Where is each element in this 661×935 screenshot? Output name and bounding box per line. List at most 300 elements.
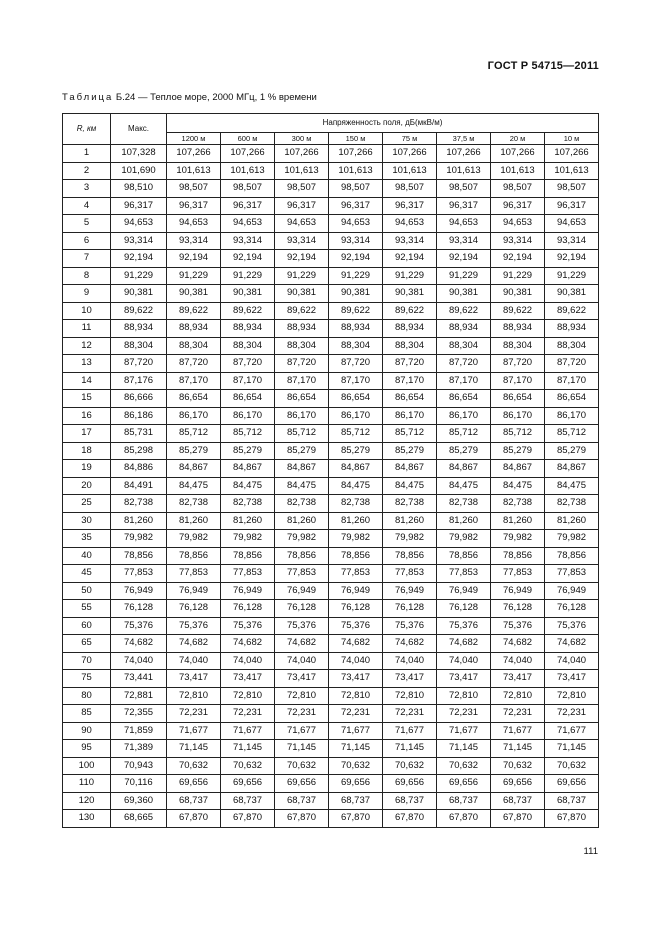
- value-cell: 85,279: [275, 442, 329, 460]
- max-value-cell: 84,886: [111, 460, 167, 478]
- value-cell: 73,417: [275, 670, 329, 688]
- table-row: [63, 740, 599, 758]
- value-cell: 75,376: [275, 617, 329, 635]
- max-value-cell: 96,317: [111, 197, 167, 215]
- header-distance: R, км: [63, 114, 111, 145]
- value-cell: 67,870: [383, 810, 437, 828]
- value-cell: 81,260: [167, 512, 221, 530]
- value-cell: 72,231: [491, 705, 545, 723]
- value-cell: 98,507: [545, 180, 599, 198]
- header-field-strength-group: Напряженность поля, дБ(мкВ/м): [167, 114, 599, 133]
- header-height: 10 м: [545, 133, 599, 145]
- value-cell: 84,475: [167, 477, 221, 495]
- value-cell: 92,194: [329, 250, 383, 268]
- value-cell: 74,040: [167, 652, 221, 670]
- value-cell: 70,632: [383, 757, 437, 775]
- table-row: [63, 477, 599, 495]
- table-row: [63, 565, 599, 583]
- value-cell: 71,677: [491, 722, 545, 740]
- value-cell: 71,145: [275, 740, 329, 758]
- value-cell: 94,653: [167, 215, 221, 233]
- value-cell: 107,266: [275, 145, 329, 163]
- value-cell: 84,867: [491, 460, 545, 478]
- value-cell: 68,737: [221, 792, 275, 810]
- value-cell: 73,417: [329, 670, 383, 688]
- value-cell: 93,314: [437, 232, 491, 250]
- distance-cell: 25: [63, 495, 111, 513]
- value-cell: 86,654: [329, 390, 383, 408]
- value-cell: 72,810: [383, 687, 437, 705]
- distance-cell: 50: [63, 582, 111, 600]
- value-cell: 88,934: [491, 320, 545, 338]
- value-cell: 87,720: [545, 355, 599, 373]
- value-cell: 77,853: [275, 565, 329, 583]
- value-cell: 92,194: [221, 250, 275, 268]
- value-cell: 86,654: [545, 390, 599, 408]
- distance-cell: 95: [63, 740, 111, 758]
- value-cell: 90,381: [329, 285, 383, 303]
- value-cell: 101,613: [545, 162, 599, 180]
- table-row: [63, 547, 599, 565]
- value-cell: 88,304: [329, 337, 383, 355]
- value-cell: 87,170: [167, 372, 221, 390]
- table-row: [63, 722, 599, 740]
- value-cell: 69,656: [437, 775, 491, 793]
- value-cell: 69,656: [491, 775, 545, 793]
- value-cell: 88,304: [167, 337, 221, 355]
- table-row: [63, 687, 599, 705]
- value-cell: 107,266: [221, 145, 275, 163]
- table-row: [63, 355, 599, 373]
- value-cell: 84,867: [545, 460, 599, 478]
- distance-cell: 4: [63, 197, 111, 215]
- distance-cell: 14: [63, 372, 111, 390]
- value-cell: 98,507: [383, 180, 437, 198]
- distance-cell: 10: [63, 302, 111, 320]
- distance-cell: 45: [63, 565, 111, 583]
- value-cell: 94,653: [437, 215, 491, 233]
- value-cell: 82,738: [545, 495, 599, 513]
- value-cell: 88,934: [275, 320, 329, 338]
- value-cell: 78,856: [221, 547, 275, 565]
- value-cell: 71,677: [383, 722, 437, 740]
- value-cell: 89,622: [221, 302, 275, 320]
- value-cell: 71,145: [383, 740, 437, 758]
- value-cell: 87,720: [491, 355, 545, 373]
- value-cell: 92,194: [275, 250, 329, 268]
- value-cell: 69,656: [545, 775, 599, 793]
- header-height: 300 м: [275, 133, 329, 145]
- max-value-cell: 107,328: [111, 145, 167, 163]
- value-cell: 86,170: [329, 407, 383, 425]
- value-cell: 71,677: [437, 722, 491, 740]
- value-cell: 76,128: [329, 600, 383, 618]
- value-cell: 76,949: [491, 582, 545, 600]
- value-cell: 107,266: [167, 145, 221, 163]
- value-cell: 71,145: [221, 740, 275, 758]
- value-cell: 87,170: [437, 372, 491, 390]
- value-cell: 79,982: [437, 530, 491, 548]
- value-cell: 76,949: [221, 582, 275, 600]
- distance-cell: 120: [63, 792, 111, 810]
- max-value-cell: 75,376: [111, 617, 167, 635]
- value-cell: 82,738: [437, 495, 491, 513]
- distance-cell: 30: [63, 512, 111, 530]
- value-cell: 81,260: [383, 512, 437, 530]
- value-cell: 78,856: [167, 547, 221, 565]
- table-row: [63, 460, 599, 478]
- value-cell: 72,810: [275, 687, 329, 705]
- value-cell: 71,677: [221, 722, 275, 740]
- value-cell: 86,654: [221, 390, 275, 408]
- value-cell: 84,475: [437, 477, 491, 495]
- header-max: Макс.: [111, 114, 167, 145]
- value-cell: 67,870: [275, 810, 329, 828]
- value-cell: 107,266: [545, 145, 599, 163]
- header-height: 1200 м: [167, 133, 221, 145]
- max-value-cell: 70,116: [111, 775, 167, 793]
- value-cell: 74,682: [383, 635, 437, 653]
- value-cell: 77,853: [383, 565, 437, 583]
- table-caption-lead: Таблица: [62, 92, 114, 103]
- value-cell: 101,613: [491, 162, 545, 180]
- table-row: [63, 302, 599, 320]
- table-row: [63, 582, 599, 600]
- table-row: [63, 792, 599, 810]
- table-row: [63, 425, 599, 443]
- table-row: [63, 600, 599, 618]
- value-cell: 79,982: [221, 530, 275, 548]
- value-cell: 92,194: [167, 250, 221, 268]
- table-row: [63, 285, 599, 303]
- value-cell: 69,656: [221, 775, 275, 793]
- value-cell: 76,128: [275, 600, 329, 618]
- table-row: [63, 145, 599, 163]
- value-cell: 74,040: [437, 652, 491, 670]
- value-cell: 96,317: [383, 197, 437, 215]
- value-cell: 74,682: [545, 635, 599, 653]
- max-value-cell: 93,314: [111, 232, 167, 250]
- distance-cell: 8: [63, 267, 111, 285]
- page-number: 111: [583, 846, 598, 857]
- value-cell: 68,737: [545, 792, 599, 810]
- value-cell: 82,738: [167, 495, 221, 513]
- value-cell: 72,810: [491, 687, 545, 705]
- value-cell: 98,507: [437, 180, 491, 198]
- value-cell: 91,229: [221, 267, 275, 285]
- value-cell: 86,170: [221, 407, 275, 425]
- distance-cell: 60: [63, 617, 111, 635]
- value-cell: 84,475: [329, 477, 383, 495]
- value-cell: 81,260: [275, 512, 329, 530]
- max-value-cell: 70,943: [111, 757, 167, 775]
- value-cell: 90,381: [167, 285, 221, 303]
- max-value-cell: 88,934: [111, 320, 167, 338]
- value-cell: 86,170: [437, 407, 491, 425]
- value-cell: 74,040: [383, 652, 437, 670]
- value-cell: 96,317: [545, 197, 599, 215]
- value-cell: 76,949: [275, 582, 329, 600]
- value-cell: 85,712: [275, 425, 329, 443]
- value-cell: 94,653: [383, 215, 437, 233]
- distance-cell: 90: [63, 722, 111, 740]
- document-standard-header: ГОСТ Р 54715—2011: [487, 60, 599, 72]
- value-cell: 90,381: [221, 285, 275, 303]
- table-row: [63, 320, 599, 338]
- value-cell: 85,279: [221, 442, 275, 460]
- value-cell: 82,738: [221, 495, 275, 513]
- value-cell: 86,170: [545, 407, 599, 425]
- value-cell: 89,622: [383, 302, 437, 320]
- table-row: [63, 617, 599, 635]
- value-cell: 75,376: [491, 617, 545, 635]
- value-cell: 84,867: [221, 460, 275, 478]
- table-row: [63, 197, 599, 215]
- value-cell: 67,870: [545, 810, 599, 828]
- table-row: [63, 250, 599, 268]
- value-cell: 79,982: [167, 530, 221, 548]
- max-value-cell: 74,682: [111, 635, 167, 653]
- distance-cell: 11: [63, 320, 111, 338]
- value-cell: 91,229: [275, 267, 329, 285]
- distance-cell: 80: [63, 687, 111, 705]
- table-row: [63, 757, 599, 775]
- value-cell: 77,853: [491, 565, 545, 583]
- distance-cell: 40: [63, 547, 111, 565]
- max-value-cell: 68,665: [111, 810, 167, 828]
- value-cell: 76,949: [167, 582, 221, 600]
- table-row: [63, 442, 599, 460]
- value-cell: 76,128: [383, 600, 437, 618]
- value-cell: 101,613: [221, 162, 275, 180]
- value-cell: 85,279: [545, 442, 599, 460]
- value-cell: 69,656: [167, 775, 221, 793]
- value-cell: 76,128: [437, 600, 491, 618]
- max-value-cell: 86,186: [111, 407, 167, 425]
- value-cell: 107,266: [329, 145, 383, 163]
- table-caption-text: Б.24 — Теплое море, 2000 МГц, 1 % времени: [113, 92, 317, 103]
- value-cell: 86,170: [275, 407, 329, 425]
- max-value-cell: 71,859: [111, 722, 167, 740]
- value-cell: 72,810: [437, 687, 491, 705]
- value-cell: 85,712: [437, 425, 491, 443]
- table-row: [63, 390, 599, 408]
- value-cell: 70,632: [329, 757, 383, 775]
- value-cell: 84,867: [275, 460, 329, 478]
- value-cell: 94,653: [491, 215, 545, 233]
- value-cell: 81,260: [329, 512, 383, 530]
- value-cell: 89,622: [545, 302, 599, 320]
- value-cell: 68,737: [491, 792, 545, 810]
- value-cell: 91,229: [491, 267, 545, 285]
- value-cell: 88,934: [437, 320, 491, 338]
- value-cell: 70,632: [167, 757, 221, 775]
- value-cell: 91,229: [329, 267, 383, 285]
- distance-cell: 20: [63, 477, 111, 495]
- table-row: [63, 215, 599, 233]
- value-cell: 84,867: [383, 460, 437, 478]
- value-cell: 85,279: [167, 442, 221, 460]
- value-cell: 87,170: [329, 372, 383, 390]
- value-cell: 68,737: [275, 792, 329, 810]
- value-cell: 88,304: [383, 337, 437, 355]
- value-cell: 75,376: [545, 617, 599, 635]
- value-cell: 89,622: [329, 302, 383, 320]
- value-cell: 74,682: [437, 635, 491, 653]
- max-value-cell: 71,389: [111, 740, 167, 758]
- value-cell: 86,654: [383, 390, 437, 408]
- value-cell: 88,304: [275, 337, 329, 355]
- value-cell: 74,040: [545, 652, 599, 670]
- value-cell: 101,613: [167, 162, 221, 180]
- value-cell: 67,870: [491, 810, 545, 828]
- max-value-cell: 84,491: [111, 477, 167, 495]
- value-cell: 88,304: [437, 337, 491, 355]
- value-cell: 84,475: [545, 477, 599, 495]
- header-height: 20 м: [491, 133, 545, 145]
- value-cell: 98,507: [275, 180, 329, 198]
- value-cell: 92,194: [545, 250, 599, 268]
- value-cell: 79,982: [545, 530, 599, 548]
- value-cell: 87,170: [275, 372, 329, 390]
- value-cell: 73,417: [383, 670, 437, 688]
- distance-cell: 15: [63, 390, 111, 408]
- field-strength-table: [62, 113, 599, 828]
- value-cell: 77,853: [437, 565, 491, 583]
- value-cell: 101,613: [329, 162, 383, 180]
- value-cell: 72,810: [329, 687, 383, 705]
- table-row: [63, 530, 599, 548]
- value-cell: 90,381: [545, 285, 599, 303]
- max-value-cell: 79,982: [111, 530, 167, 548]
- value-cell: 67,870: [167, 810, 221, 828]
- value-cell: 71,145: [437, 740, 491, 758]
- value-cell: 87,170: [491, 372, 545, 390]
- distance-cell: 19: [63, 460, 111, 478]
- table-row: [63, 372, 599, 390]
- table-row: [63, 810, 599, 828]
- distance-cell: 1: [63, 145, 111, 163]
- value-cell: 72,231: [221, 705, 275, 723]
- distance-cell: 130: [63, 810, 111, 828]
- value-cell: 74,682: [167, 635, 221, 653]
- value-cell: 75,376: [437, 617, 491, 635]
- value-cell: 74,682: [491, 635, 545, 653]
- value-cell: 71,677: [275, 722, 329, 740]
- value-cell: 89,622: [437, 302, 491, 320]
- value-cell: 87,170: [221, 372, 275, 390]
- value-cell: 78,856: [275, 547, 329, 565]
- value-cell: 79,982: [383, 530, 437, 548]
- value-cell: 82,738: [383, 495, 437, 513]
- value-cell: 91,229: [167, 267, 221, 285]
- value-cell: 71,677: [329, 722, 383, 740]
- value-cell: 98,507: [491, 180, 545, 198]
- value-cell: 70,632: [221, 757, 275, 775]
- value-cell: 87,720: [383, 355, 437, 373]
- value-cell: 76,128: [167, 600, 221, 618]
- value-cell: 76,949: [545, 582, 599, 600]
- value-cell: 71,145: [545, 740, 599, 758]
- distance-cell: 3: [63, 180, 111, 198]
- value-cell: 88,934: [329, 320, 383, 338]
- value-cell: 72,231: [545, 705, 599, 723]
- value-cell: 96,317: [221, 197, 275, 215]
- table-row: [63, 162, 599, 180]
- value-cell: 77,853: [167, 565, 221, 583]
- value-cell: 76,949: [437, 582, 491, 600]
- value-cell: 67,870: [329, 810, 383, 828]
- value-cell: 73,417: [221, 670, 275, 688]
- max-value-cell: 85,731: [111, 425, 167, 443]
- value-cell: 68,737: [383, 792, 437, 810]
- value-cell: 84,475: [491, 477, 545, 495]
- value-cell: 81,260: [491, 512, 545, 530]
- value-cell: 91,229: [437, 267, 491, 285]
- distance-cell: 85: [63, 705, 111, 723]
- max-value-cell: 77,853: [111, 565, 167, 583]
- value-cell: 74,040: [329, 652, 383, 670]
- distance-cell: 6: [63, 232, 111, 250]
- value-cell: 78,856: [383, 547, 437, 565]
- value-cell: 84,475: [275, 477, 329, 495]
- value-cell: 72,810: [167, 687, 221, 705]
- value-cell: 77,853: [329, 565, 383, 583]
- value-cell: 92,194: [491, 250, 545, 268]
- value-cell: 68,737: [437, 792, 491, 810]
- value-cell: 74,040: [491, 652, 545, 670]
- value-cell: 87,170: [545, 372, 599, 390]
- table-row: [63, 512, 599, 530]
- value-cell: 71,677: [167, 722, 221, 740]
- table-row: [63, 775, 599, 793]
- value-cell: 86,654: [167, 390, 221, 408]
- value-cell: 71,145: [491, 740, 545, 758]
- value-cell: 78,856: [491, 547, 545, 565]
- value-cell: 72,231: [437, 705, 491, 723]
- header-height: 150 м: [329, 133, 383, 145]
- value-cell: 89,622: [167, 302, 221, 320]
- value-cell: 85,279: [437, 442, 491, 460]
- value-cell: 73,417: [491, 670, 545, 688]
- table-header-row: [63, 114, 599, 133]
- value-cell: 93,314: [545, 232, 599, 250]
- value-cell: 96,317: [329, 197, 383, 215]
- distance-cell: 17: [63, 425, 111, 443]
- table-row: [63, 180, 599, 198]
- value-cell: 84,475: [383, 477, 437, 495]
- value-cell: 96,317: [491, 197, 545, 215]
- distance-cell: 110: [63, 775, 111, 793]
- value-cell: 72,810: [221, 687, 275, 705]
- max-value-cell: 94,653: [111, 215, 167, 233]
- value-cell: 84,867: [167, 460, 221, 478]
- value-cell: 78,856: [437, 547, 491, 565]
- value-cell: 76,949: [329, 582, 383, 600]
- distance-cell: 13: [63, 355, 111, 373]
- max-value-cell: 74,040: [111, 652, 167, 670]
- header-height: 600 м: [221, 133, 275, 145]
- table-body: [63, 145, 599, 828]
- max-value-cell: 78,856: [111, 547, 167, 565]
- max-value-cell: 98,510: [111, 180, 167, 198]
- max-value-cell: 81,260: [111, 512, 167, 530]
- value-cell: 70,632: [275, 757, 329, 775]
- value-cell: 86,170: [383, 407, 437, 425]
- value-cell: 85,279: [329, 442, 383, 460]
- value-cell: 87,720: [437, 355, 491, 373]
- table-row: [63, 635, 599, 653]
